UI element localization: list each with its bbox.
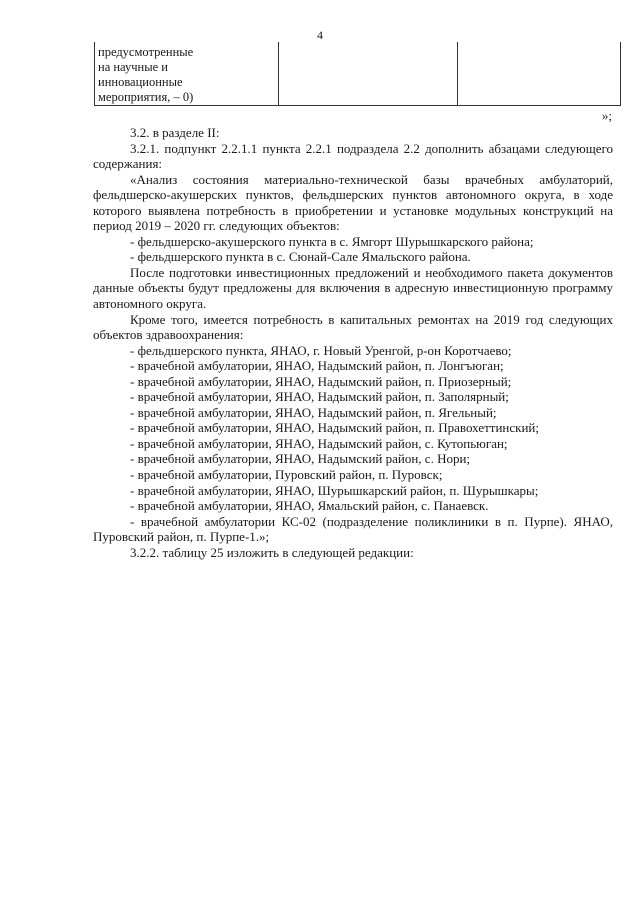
list-item: - врачебной амбулатории, ЯНАО, Надымский район, п. Заполярный; <box>130 389 509 405</box>
table-row <box>95 42 621 106</box>
paragraph-table-amendment: 3.2.2. таблицу 25 изложить в следующей редакции: <box>130 544 414 560</box>
list-item: - врачебной амбулатории, ЯНАО, Ямальский район, с. Панаевск. <box>130 498 489 514</box>
list-item: - врачебной амбулатории, ЯНАО, Шурышкарский район, п. Шурышкары; <box>130 482 539 498</box>
paragraph-analysis: «Анализ состояния материально-технической базы врачебных амбулаторий, фельдшерско-акушерских пунктов, фельдшерских пунктов автономного округа, в ходе которого выявлена потребность в приобретении и установке модульных конструкций на период 2019 – 2020 гг. следующих объектов: <box>93 171 613 234</box>
list-item: - врачебной амбулатории КС-02 (подразделение поликлиники в п. Пурпе). ЯНАО, Пуровский район, п. Пурпе-1.»; <box>93 513 613 545</box>
list-item: - фельдшерско-акушерского пункта в с. Ямгорт Шурышкарского района; <box>130 233 534 249</box>
table-cell-line: инновационные <box>98 75 183 89</box>
list-item: - врачебной амбулатории, ЯНАО, Надымский район, п. Правохеттинский; <box>130 420 539 436</box>
paragraph-amendment-intro: 3.2.1. подпункт 2.2.1.1 пункта 2.2.1 подраздела 2.2 дополнить абзацами следующего содержания: <box>93 140 613 172</box>
list-item: - врачебной амбулатории, Пуровский район, п. Пуровск; <box>130 467 443 483</box>
table-cell-description <box>95 42 279 106</box>
table-closing-quote: »; <box>601 108 612 123</box>
table-cell-empty <box>279 42 458 106</box>
table-cell-line: предусмотренные <box>98 45 194 59</box>
paragraph-repairs-intro: Кроме того, имеется потребность в капитальных ремонтах на 2019 год следующих объектов здравоохранения: <box>93 311 613 343</box>
table-fragment <box>94 42 621 106</box>
table-cell-empty <box>458 42 621 106</box>
list-item: - фельдшерского пункта в с. Сюнай-Сале Ямальского района. <box>130 249 471 265</box>
document-body <box>93 125 613 560</box>
list-item: - врачебной амбулатории, ЯНАО, Надымский район, с. Нори; <box>130 451 471 467</box>
table-cell-line: мероприятия, – 0) <box>98 90 194 104</box>
list-item: - врачебной амбулатории, ЯНАО, Надымский район, п. Лонгъюган; <box>130 358 504 374</box>
list-item: - фельдшерского пункта, ЯНАО, г. Новый Уренгой, р-он Коротчаево; <box>130 342 512 358</box>
paragraph-section-heading: 3.2. в разделе II: <box>130 125 220 140</box>
list-item: - врачебной амбулатории, ЯНАО, Надымский район, с. Кутопьюган; <box>130 435 508 451</box>
table-cell-line: на научные и <box>98 60 168 74</box>
list-item: - врачебной амбулатории, ЯНАО, Надымский район, п. Приозерный; <box>130 373 512 389</box>
paragraph-investment: После подготовки инвестиционных предложений и необходимого пакета документов данные объекты будут предложены для включения в адресную инвестиционную программу автономного округа. <box>93 264 613 312</box>
page-number: 4 <box>317 28 323 42</box>
list-item: - врачебной амбулатории, ЯНАО, Надымский район, п. Ягельный; <box>130 404 497 420</box>
